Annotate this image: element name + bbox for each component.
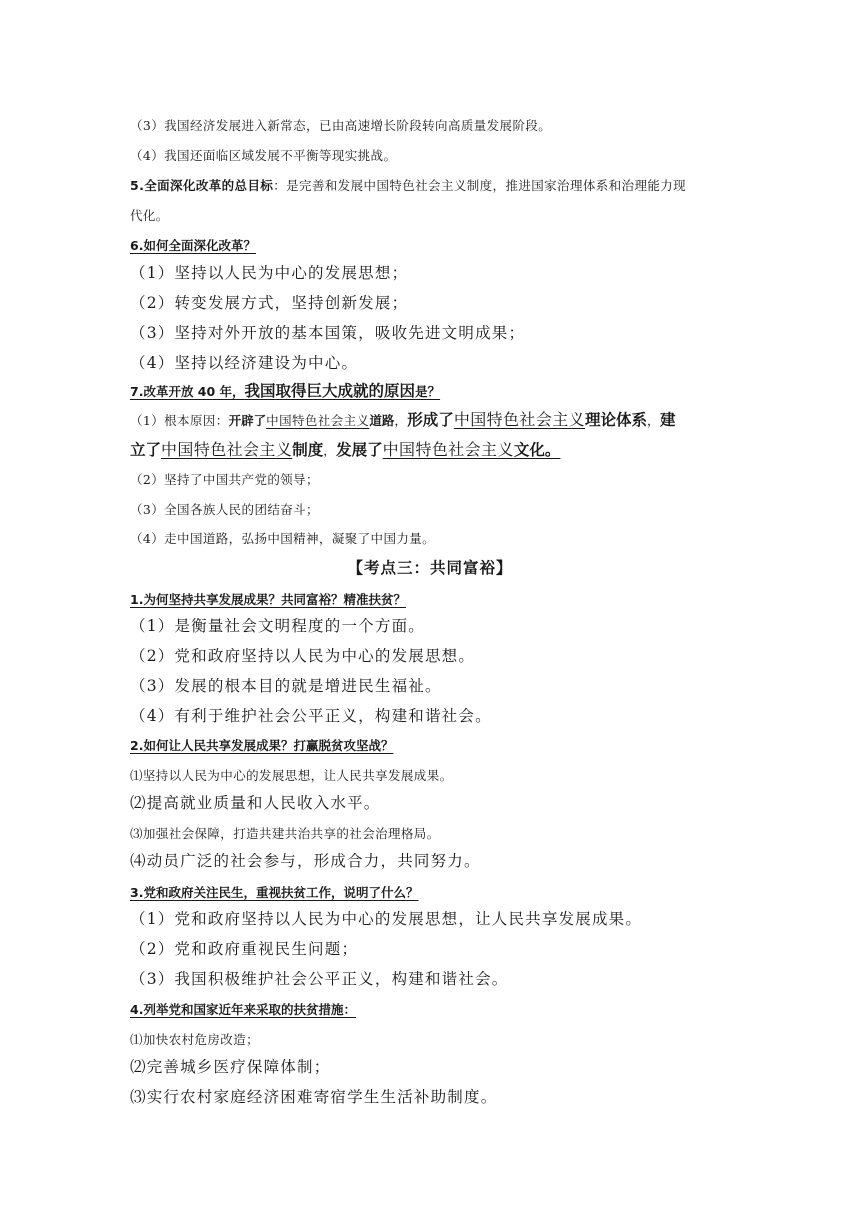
- underlined-text: 中国特色社会主义: [453, 410, 586, 429]
- paragraph-line: （3）我国经济发展进入新常态，已由高速增长阶段转向高质量发展阶段。: [130, 118, 552, 133]
- bold-text: 制度: [292, 441, 324, 459]
- c2-heading: 2.如何让人民共享发展成果？打赢脱贫攻坚战？: [130, 738, 394, 753]
- list-item: ⑵提高就业质量和人民收入水平。: [130, 794, 381, 812]
- c1-heading: 1.为何坚持共享发展成果？共同富裕？精准扶贫？: [130, 592, 406, 607]
- bold-text: 文化。: [513, 441, 561, 459]
- q7-reason-1-line-2: [130, 437, 560, 460]
- q7-heading: [130, 379, 440, 401]
- list-item: ⑴坚持以人民为中心的发展思想，让人民共享发展成果。: [130, 768, 453, 783]
- q5-label: 5.全面深化改革的总目标: [130, 178, 274, 193]
- q5-line-2: 代化。: [130, 208, 169, 223]
- bold-text: 立了: [130, 441, 162, 459]
- list-item: （3）发展的根本目的就是增进民生福祉。: [130, 677, 442, 695]
- paragraph-line: （4）我国还面临区域发展不平衡等现实挑战。: [130, 148, 397, 163]
- q7-reason-prefix: （1）根本原因：: [130, 413, 229, 428]
- bold-text: 形成了: [407, 411, 454, 429]
- section-heading: 【考点三：共同富裕】: [347, 559, 513, 577]
- q5-text: ：是完善和发展中国特色社会主义制度，推进国家治理体系和治理能力现: [273, 178, 687, 193]
- underlined-text: 中国特色社会主义: [161, 440, 293, 459]
- list-item: （2）党和政府坚持以人民为中心的发展思想。: [130, 647, 476, 665]
- list-item: （1）是衡量社会文明程度的一个方面。: [130, 617, 425, 635]
- q7-title-small: 7.改革开放 40 年，: [130, 384, 245, 399]
- list-item: （4）走中国道路，弘扬中国精神，凝聚了中国力量。: [130, 531, 436, 546]
- q7-title-big: 我国取得巨大成就的原因: [244, 382, 416, 400]
- list-item: ⑴加快农村危房改造；: [130, 1032, 260, 1047]
- list-item: （3）坚持对外开放的基本国策，吸收先进文明成果；: [130, 324, 526, 342]
- list-item: （3）我国积极维护社会公平正义，构建和谐社会。: [130, 970, 509, 988]
- bold-text: 理论体系: [585, 411, 648, 429]
- bold-text: 道路: [369, 413, 395, 428]
- q5-line: [130, 176, 686, 194]
- bold-text: 开辟了: [228, 413, 267, 428]
- list-item: （3）全国各族人民的团结奋斗；: [130, 502, 319, 517]
- separator: ，: [323, 443, 337, 458]
- list-item: （4）坚持以经济建设为中心。: [130, 354, 359, 372]
- c3-heading: 3.党和政府关注民生，重视扶贫工作，说明了什么？: [130, 885, 419, 900]
- underlined-text: 中国特色社会主义: [266, 413, 370, 428]
- list-item: （2）党和政府重视民生问题；: [130, 940, 359, 958]
- c4-heading: 4.列举党和国家近年来采取的扶贫措施：: [130, 1002, 356, 1017]
- list-item: （1）党和政府坚持以人民为中心的发展思想，让人民共享发展成果。: [130, 910, 643, 928]
- separator: ，: [394, 413, 408, 428]
- q7-reason-1-line-1: [130, 407, 675, 430]
- list-item: （4）有利于维护社会公平正义，构建和谐社会。: [130, 707, 492, 725]
- q6-heading: 6.如何全面深化改革？: [130, 238, 256, 253]
- underlined-text: 中国特色社会主义: [382, 440, 514, 459]
- list-item: ⑷动员广泛的社会参与，形成合力，共同努力。: [130, 852, 481, 870]
- list-item: （2）转变发展方式，坚持创新发展；: [130, 294, 409, 312]
- bold-text: 发展了: [336, 441, 383, 459]
- list-item: ⑶实行农村家庭经济困难寄宿学生生活补助制度。: [130, 1088, 498, 1106]
- list-item: ⑶加强社会保障，打造共建共治共享的社会治理格局。: [130, 826, 440, 841]
- separator: ，: [647, 413, 660, 428]
- list-item: ⑵完善城乡医疗保障体制；: [130, 1058, 331, 1076]
- list-item: （2）坚持了中国共产党的领导；: [130, 472, 319, 487]
- bold-text: 建: [659, 411, 676, 429]
- list-item: （1）坚持以人民为中心的发展思想；: [130, 264, 409, 282]
- q7-title-end: 是？: [415, 384, 441, 399]
